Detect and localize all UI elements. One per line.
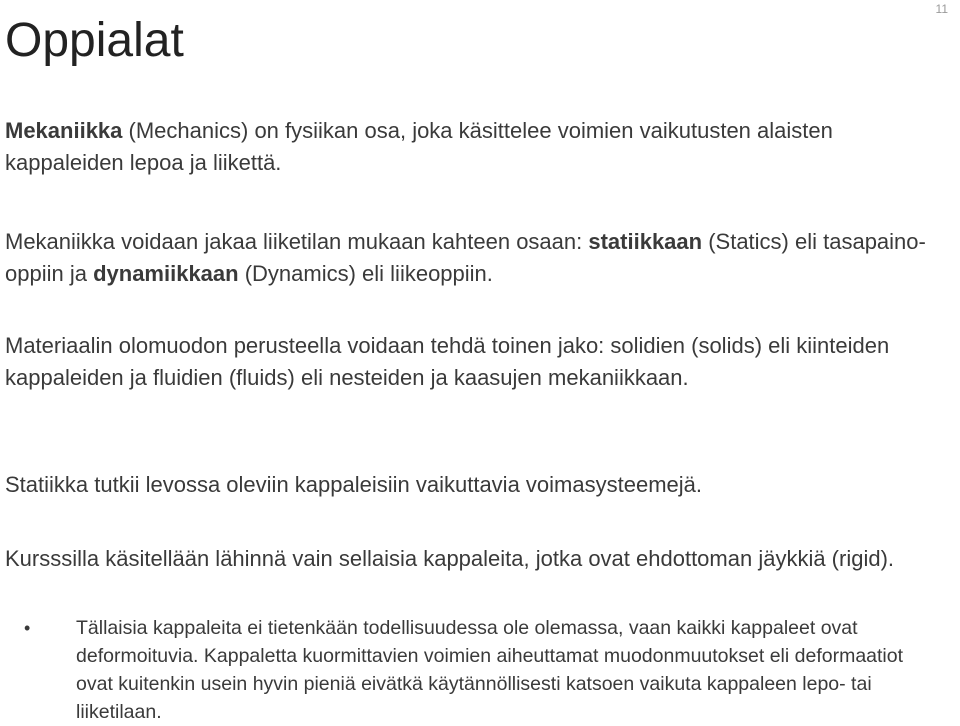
paragraph-mechanics-definition (5, 115, 945, 179)
term-mekaniikka: Mekaniikka (5, 118, 123, 143)
term-statiikkaan: statiikkaan (588, 229, 703, 254)
term-dynamiikkaan: dynamiikkaan (93, 261, 239, 286)
paragraph-statics-dynamics-text-1: Mekaniikka voidaan jakaa liiketilan mukaan kahteen osaan: (5, 229, 589, 254)
paragraph-statics-dynamics-text-2: (Statics) eli tasapaino-oppiin ja (5, 229, 926, 286)
paragraph-statics-dynamics (5, 226, 945, 290)
bullet-text: Tällaisia kappaleita ei tietenkään todellisuudessa ole olemassa, vaan kaikki kappaleet ovat deformoituvia. Kappaletta kuormittavien voimien aiheuttamat muodonmuutokset eli deformaatiot ovat kuitenkin usein hyvin pieniä eivätkä käytännöllisesti katsoen vaikuta kappaleen lepo- tai liiketilaan. (76, 617, 904, 723)
paragraph-solids-fluids: Materiaalin olomuodon perusteella voidaan tehdä toinen jako: solidien (solids) eli kiinteiden kappaleiden ja fluidien (fluids) eli nesteiden ja kaasujen mekaniikkaan. (5, 333, 890, 390)
slide-title: Oppialat (5, 14, 184, 67)
paragraph-mechanics-definition-text: (Mechanics) on fysiikan osa, joka käsittelee voimien vaikutusten alaisten kappaleiden lepoa ja liikettä. (5, 118, 833, 175)
page-number: 11 (935, 2, 948, 16)
bullet-icon: • (24, 618, 31, 638)
paragraph-rigid-bodies: Kursssilla käsitellään lähinnä vain sellaisia kappaleita, jotka ovat ehdottoman jäykkiä (rigid). (5, 546, 895, 571)
bullet-item-deformation (20, 614, 940, 726)
paragraph-statics-studies: Statiikka tutkii levossa oleviin kappaleisiin vaikuttavia voimasysteemejä. (5, 472, 702, 497)
paragraph-statics-dynamics-text-3: (Dynamics) eli liikeoppiin. (238, 261, 493, 286)
